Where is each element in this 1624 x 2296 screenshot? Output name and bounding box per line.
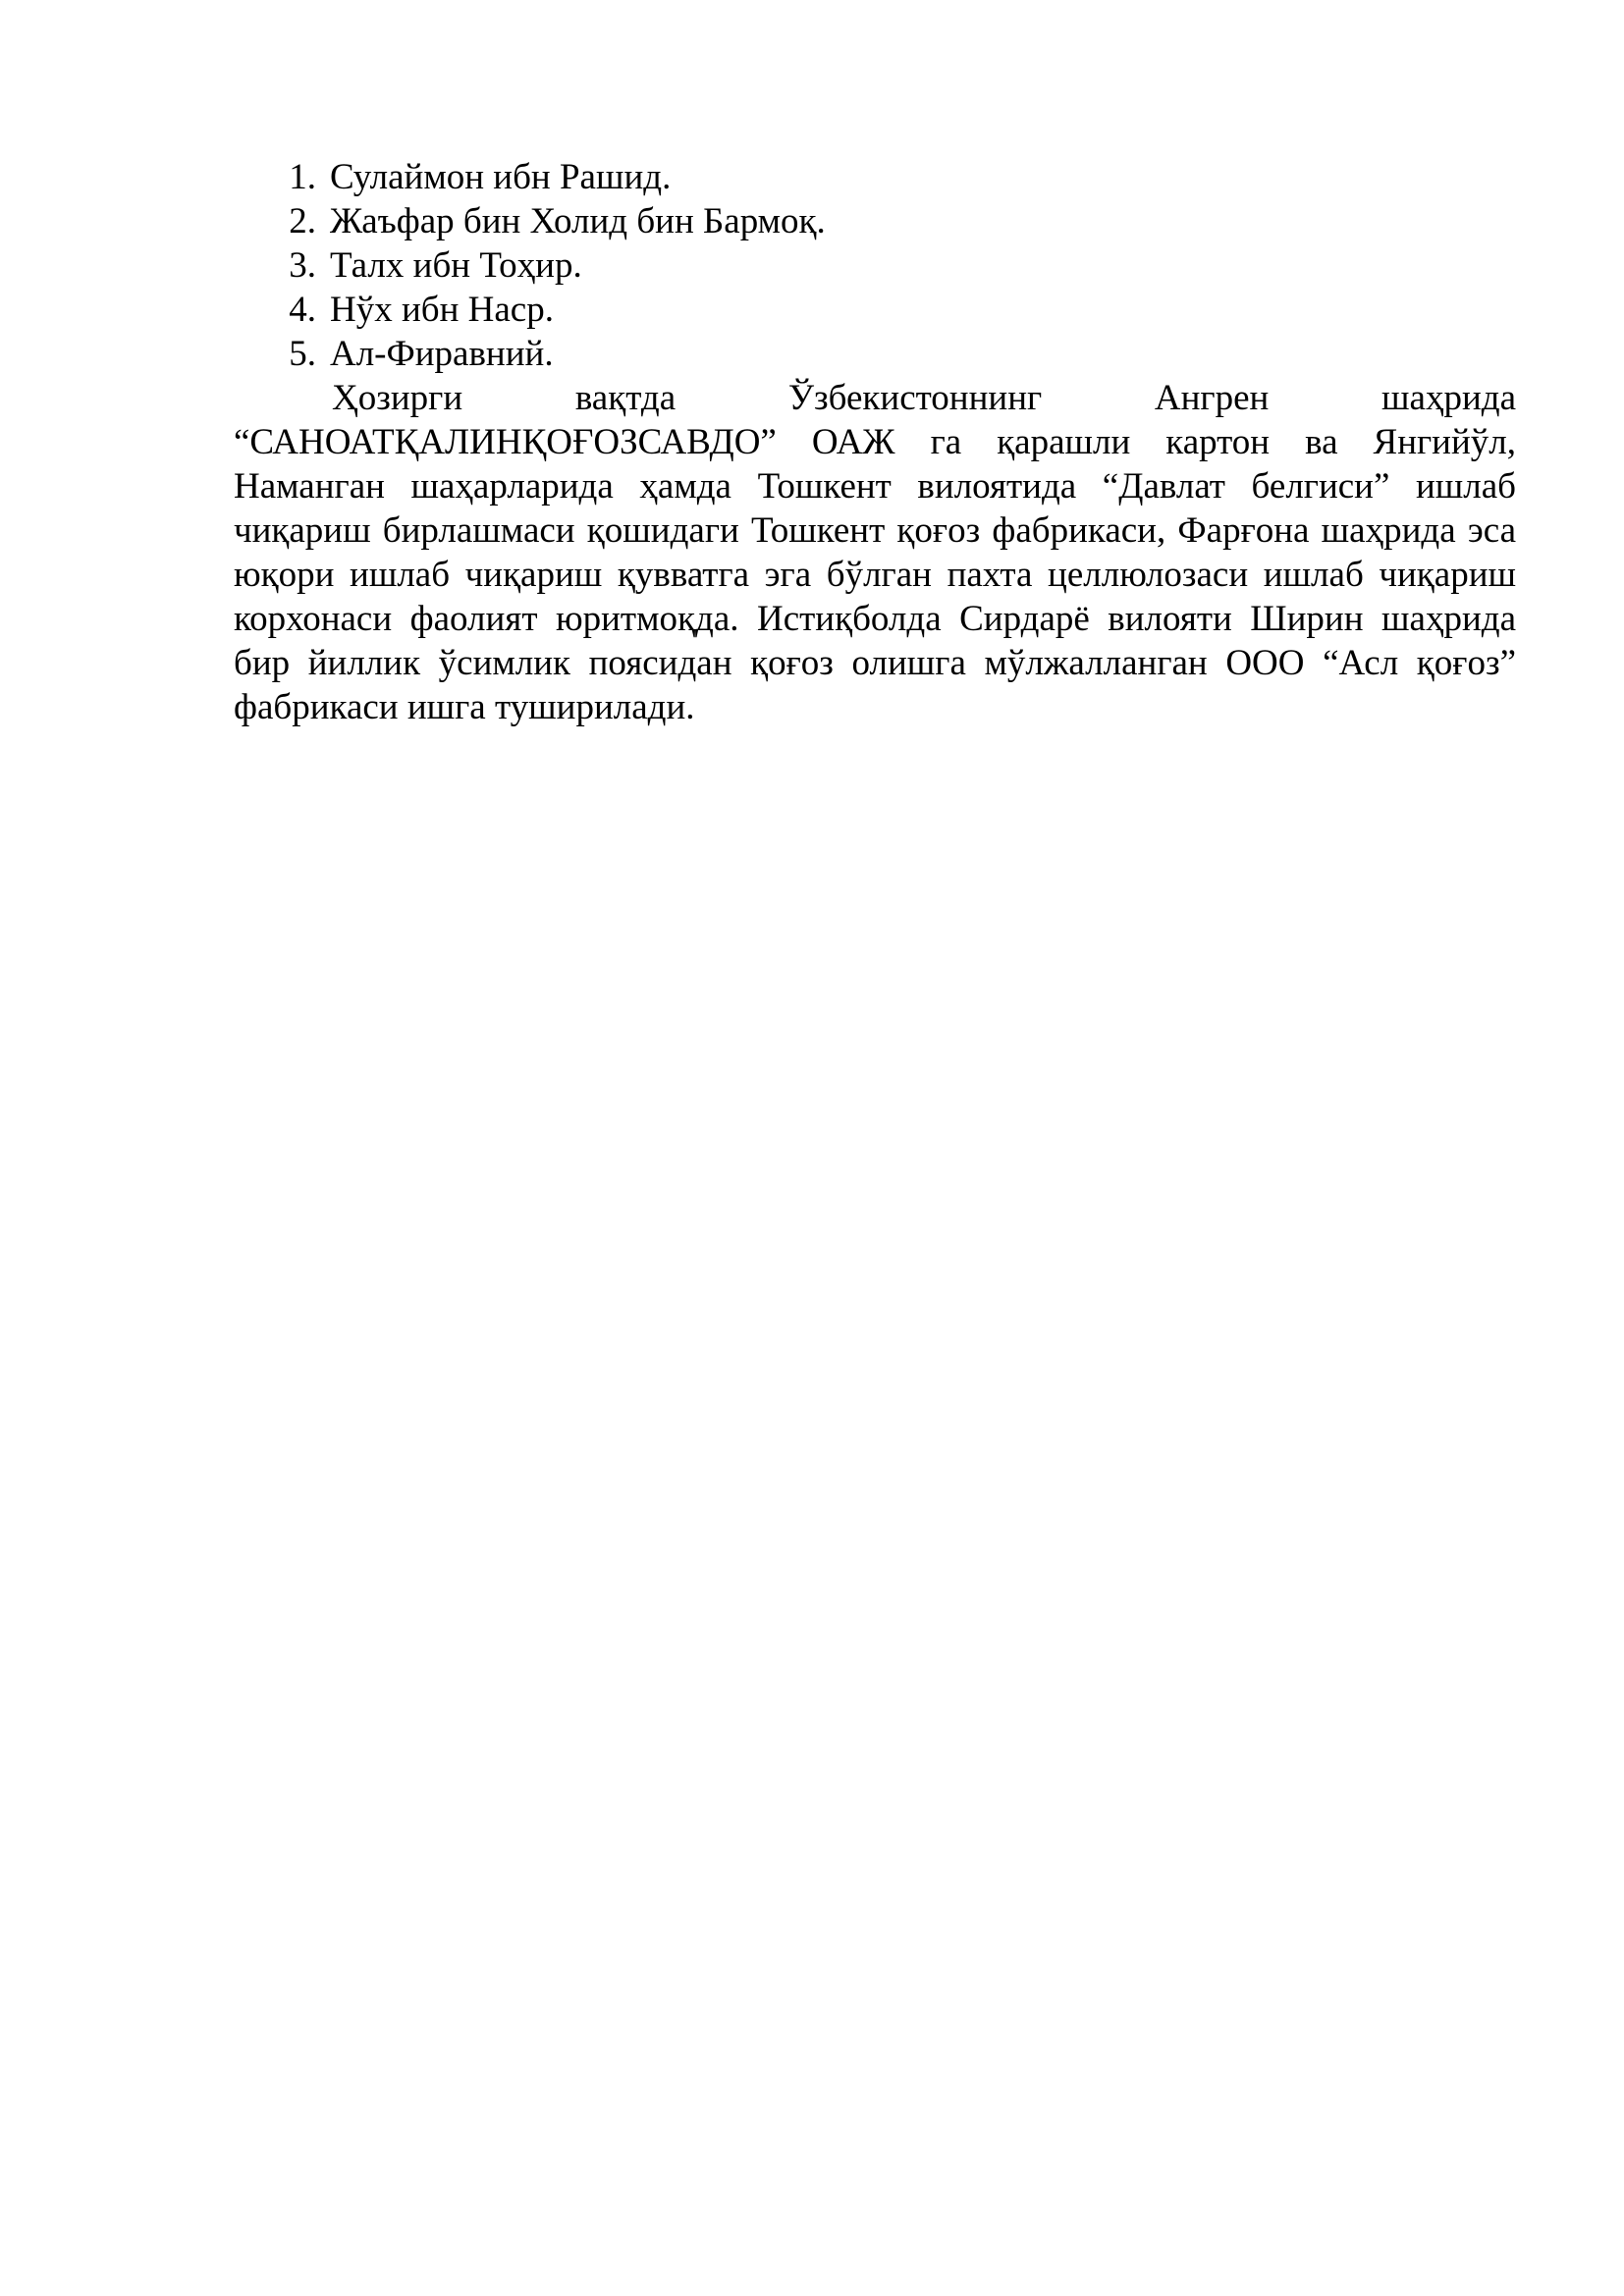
list-item-number: 3. xyxy=(289,245,316,286)
list-item xyxy=(234,155,1516,199)
page-content xyxy=(234,155,1516,729)
list-item-number: 4. xyxy=(289,290,316,330)
list-item-text: Ал-Фиравний. xyxy=(330,334,554,374)
list-item-number: 1. xyxy=(289,157,316,197)
list-item-text: Талх ибн Тоҳир. xyxy=(330,245,582,286)
list-item xyxy=(234,332,1516,376)
numbered-list xyxy=(234,155,1516,376)
list-item xyxy=(234,243,1516,288)
list-item-text: Сулаймон ибн Рашид. xyxy=(330,157,672,197)
list-item-text: Нўх ибн Наср. xyxy=(330,290,554,330)
list-item-number: 2. xyxy=(289,201,316,241)
list-item-text: Жаъфар бин Холид бин Бармоқ. xyxy=(330,201,826,241)
list-item xyxy=(234,288,1516,332)
list-item-number: 5. xyxy=(289,334,316,374)
list-item xyxy=(234,199,1516,243)
body-paragraph: Ҳозирги вақтда Ўзбекистоннинг Ангрен шаҳрида “САНОАТҚАЛИНҚОҒОЗСАВДО” ОАЖ га қарашли картон ва Янгийўл, Наманган шаҳарларида ҳамда Тошкент вилоятида “Давлат белгиси” ишлаб чиқариш бирлашмаси қошидаги Тошкент қоғоз фабрикаси, Фарғона шаҳрида эса юқори ишлаб чиқариш қувватга эга бўлган пахта целлюлозаси ишлаб чиқариш корхонаси фаолият юритмоқда. Истиқболда Сирдарё вилояти Ширин шаҳрида бир йиллик ўсимлик поясидан қоғоз олишга мўлжалланган ООО “Асл қоғоз” фабрикаси ишга туширилади. xyxy=(234,378,1516,727)
